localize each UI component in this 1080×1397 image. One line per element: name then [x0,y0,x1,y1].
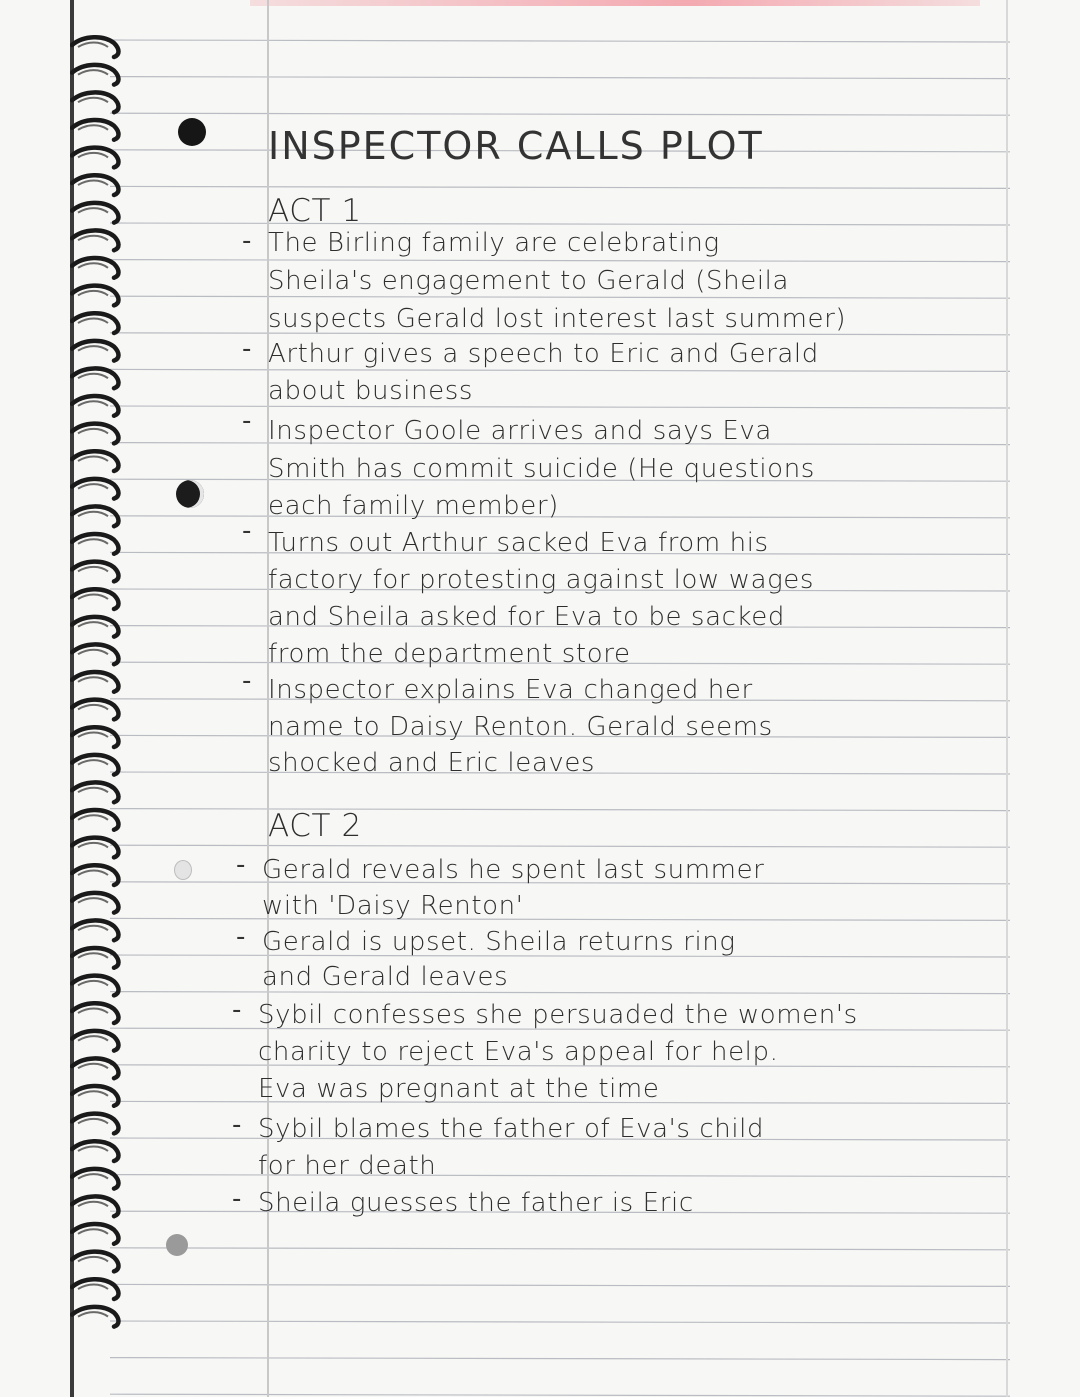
spiral-ring-highlight [78,236,108,241]
bullet-dash: - [232,995,242,1025]
page-right-edge [1006,0,1008,1397]
spiral-ring-highlight [78,539,108,544]
ruled-line [110,369,1010,371]
spiral-ring-highlight [78,1312,108,1317]
act-2-line: Sybil confesses she persuaded the women's [258,1000,858,1030]
spiral-ring-highlight [78,153,108,158]
spiral-ring-highlight [78,1091,108,1096]
act-2-line: and Gerald leaves [262,962,509,992]
spiral-ring-highlight [78,981,108,986]
spiral-ring-highlight [78,926,108,931]
bullet-dash: - [242,226,252,256]
spiral-ring-highlight [78,181,108,186]
ruled-line [110,186,1010,188]
ruled-line [110,809,1010,811]
ruled-line [110,918,1010,920]
spiral-ring-highlight [78,1009,108,1014]
act-1-line: Inspector Goole arrives and says Eva [268,416,772,446]
act-2-line: for her death [258,1151,437,1181]
act-1-line: each family member) [268,491,559,521]
punch-hole-3 [174,860,192,880]
spiral-ring-highlight [78,70,108,75]
ruled-line [110,992,1010,994]
bullet-dash: - [236,922,246,952]
spiral-ring-highlight [78,1064,108,1069]
spiral-ring-highlight [78,457,108,462]
act-2-heading: ACT 2 [268,808,362,844]
act-2-line: charity to reject Eva's appeal for help. [258,1037,779,1067]
page-title: INSPECTOR CALLS PLOT [268,124,764,168]
ruled-line [110,1284,1010,1286]
act-1-heading: ACT 1 [268,193,362,229]
act-1-line: about business [268,376,473,406]
spiral-ring-highlight [78,788,108,793]
spiral-ring-highlight [78,1036,108,1041]
spiral-ring-highlight [78,705,108,710]
act-2-line: Sybil blames the father of Eva's child [258,1114,765,1144]
spiral-ring-highlight [78,319,108,324]
spiral-ring-highlight [78,1174,108,1179]
act-1-line: The Birling family are celebrating [268,228,720,258]
spiral-binding [70,0,130,1397]
act-2-line: with 'Daisy Renton' [262,891,524,921]
act-1-line: shocked and Eric leaves [268,748,596,778]
spiral-ring-highlight [78,953,108,958]
spiral-ring-highlight [78,98,108,103]
act-1-line: from the department store [268,639,631,669]
punch-hole-4 [166,1234,188,1256]
bullet-dash: - [242,334,252,364]
act-1-line: Arthur gives a speech to Eric and Gerald [268,339,819,369]
ruled-line [110,113,1010,115]
ruled-line [110,1248,1010,1250]
spiral-ring-highlight [78,650,108,655]
act-1-line: Turns out Arthur sacked Eva from his [268,528,769,558]
ruled-line [110,223,1010,225]
bullet-dash: - [232,1184,242,1214]
act-2-line: Sheila guesses the father is Eric [258,1188,694,1218]
spiral-ring-highlight [78,512,108,517]
ruled-line [110,1321,1010,1323]
spiral-ring-highlight [78,843,108,848]
act-2-line: Eva was pregnant at the time [258,1074,660,1104]
ruled-line [110,1175,1010,1177]
spiral-ring-highlight [78,1229,108,1234]
act-1-line: Smith has commit suicide (He questions [268,454,815,484]
act-2-line: Gerald reveals he spent last summer [262,855,765,885]
ruled-line [110,845,1010,847]
act-1-line: Sheila's engagement to Gerald (Sheila [268,266,790,296]
bullet-dash: - [242,516,252,546]
spiral-ring-highlight [78,1285,108,1290]
act-1-line: name to Daisy Renton. Gerald seems [268,712,773,742]
spiral-ring-highlight [78,1257,108,1262]
bullet-dash: - [242,666,252,696]
spiral-ring-highlight [78,677,108,682]
bullet-dash: - [242,406,252,436]
spiral-ring-highlight [78,1119,108,1124]
spiral-ring-highlight [78,208,108,213]
act-1-line: factory for protesting against low wages [268,565,815,595]
spiral-ring-highlight [78,733,108,738]
spiral-ring-highlight [78,263,108,268]
spiral-ring-highlight [78,622,108,627]
spiral-ring-highlight [78,567,108,572]
spiral-ring-highlight [78,760,108,765]
ruled-line [110,1358,1010,1360]
ruled-line [110,40,1010,42]
spiral-ring-highlight [78,346,108,351]
ruled-line [110,77,1010,79]
act-1-line: and Sheila asked for Eva to be sacked [268,602,785,632]
punch-hole-2 [176,480,204,508]
spiral-ring-highlight [78,43,108,48]
spiral-ring-highlight [78,291,108,296]
spiral-ring-highlight [78,374,108,379]
bullet-dash: - [236,850,246,880]
spiral-ring-highlight [78,1147,108,1152]
spiral-ring-highlight [78,1202,108,1207]
spiral-ring-highlight [78,125,108,130]
spiral-ring-highlight [78,871,108,876]
spiral-ring-highlight [78,401,108,406]
spiral-ring-highlight [78,898,108,903]
act-2-line: Gerald is upset. Sheila returns ring [262,927,736,957]
punch-hole-1 [178,118,206,146]
ruled-line [110,1394,1010,1396]
bullet-dash: - [232,1110,242,1140]
act-1-line: Inspector explains Eva changed her [268,675,753,705]
act-1-line: suspects Gerald lost interest last summer) [268,304,847,334]
spiral-ring-highlight [78,484,108,489]
ruled-line [110,260,1010,262]
spiral-ring-highlight [78,595,108,600]
spiral-ring-highlight [78,429,108,434]
spiral-ring-highlight [78,815,108,820]
ruled-line [110,296,1010,298]
